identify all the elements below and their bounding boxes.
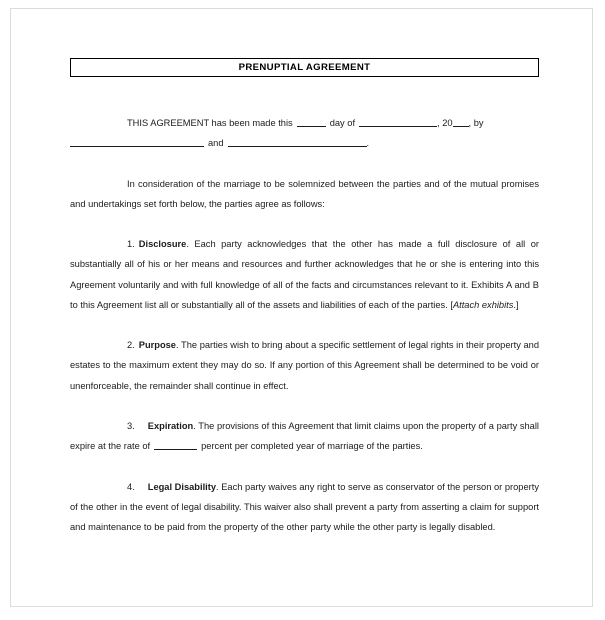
blank-year — [453, 117, 469, 127]
section-number: 4. — [127, 481, 135, 492]
section-disclosure — [70, 234, 539, 315]
section-label: Legal Disability — [147, 481, 216, 492]
section-body-tail: .] — [513, 299, 519, 310]
blank-day — [297, 117, 326, 127]
blank-party-two — [228, 137, 367, 147]
blank-party-one — [70, 137, 204, 147]
section-label-punct: . — [175, 340, 179, 351]
blank-month — [359, 117, 437, 127]
document-body — [70, 58, 539, 537]
section-number: 3. — [127, 420, 135, 431]
intro-text-b: day of — [329, 118, 356, 128]
intro-text-period: . — [366, 138, 370, 149]
intro-text-a: THIS AGREEMENT has been made this — [127, 118, 293, 128]
paragraph-intro — [70, 113, 539, 153]
section-label-punct: . — [216, 481, 219, 492]
document-page — [10, 8, 593, 607]
section-number: 2. — [127, 340, 135, 351]
intro-text-d: , by — [468, 118, 484, 128]
document-title-box — [70, 58, 539, 77]
section-label: Expiration — [147, 420, 194, 431]
section-body: Each party acknowledges that the other has made a full disclosure of all or substantially all of his or her means and resources and further acknowledges that he or she is entering into this Agreement voluntarily and with full knowledge of all of the facts and circumstances relevant to it. Exhibits A and B to this Agreement list all or substantially all of the assets and liabilities of each of the parties. [ — [70, 239, 539, 310]
section-purpose — [70, 335, 539, 396]
recital-text: In consideration of the marriage to be solemnized between the parties and of the mutual promises and undertakings set forth below, the parties agree as follows: — [70, 178, 539, 209]
section-label-punct: . — [186, 239, 189, 250]
section-label-punct: . — [193, 420, 196, 431]
paragraph-recital — [70, 174, 539, 214]
section-expiration — [70, 416, 539, 456]
section-label: Purpose — [138, 340, 176, 351]
section-legal-disability — [70, 477, 539, 538]
section-number: 1. — [127, 239, 135, 250]
page-title: PRENUPTIAL AGREEMENT — [238, 61, 371, 73]
blank-percent — [154, 440, 197, 450]
section-label: Disclosure — [138, 239, 187, 250]
section-body-a: The provisions of this Agreement that limit claims upon the property of a party shall expire at the rate of — [70, 420, 539, 452]
section-body-italic: Attach exhibits — [452, 299, 514, 310]
section-body: Each party waives any right to serve as conservator of the person or property of the other in the event of legal disability. This waiver also shall prevent a party from asserting a claim for support and maintenance to be paid from the property of the other party while the other party is legally disabled. — [70, 481, 539, 532]
intro-text-and: and — [208, 138, 224, 149]
section-body-b: percent per completed year of marriage of the parties. — [201, 441, 423, 452]
intro-text-c: , 20 — [437, 118, 453, 128]
section-body: The parties wish to bring about a specific settlement of legal rights in their property and estates to the maximum extent they may do so. If any portion of this Agreement shall be determined to be void or unenforceable, the remainder shall continue in effect. — [70, 340, 539, 391]
